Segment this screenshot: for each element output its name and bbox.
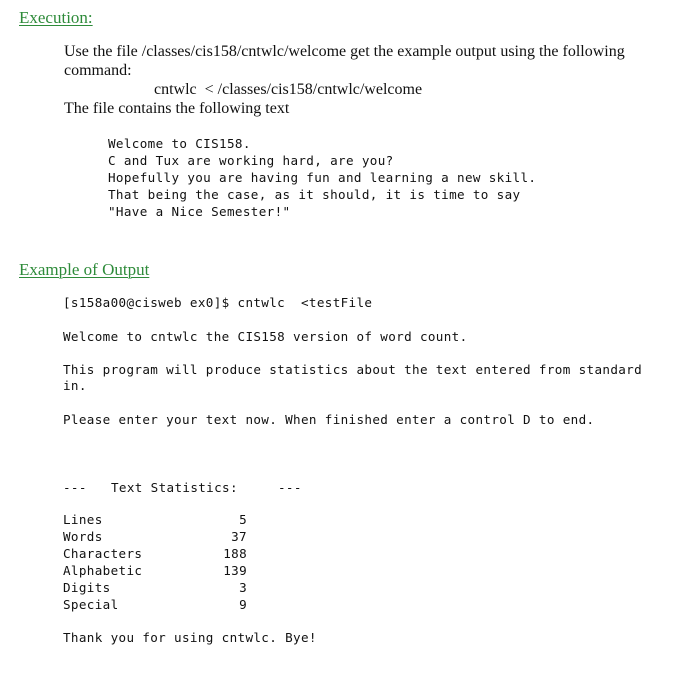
intro-line1: This program will produce statistics about the text entered from standard [63, 362, 643, 377]
enter-text-line: Please enter your text now. When finished enter a control D to end. [63, 412, 595, 427]
stat-label-words: Words [63, 529, 103, 544]
stat-label-special: Special [63, 597, 119, 612]
file-text-line: C and Tux are working hard, are you? [108, 153, 394, 168]
stat-value-digits: 3 [239, 580, 247, 595]
shell-prompt: [s158a00@cisweb ex0]$ cntwlc <testFile [63, 295, 373, 310]
file-text-line: Hopefully you are having fun and learning a new skill. [108, 170, 537, 185]
stat-label-digits: Digits [63, 580, 111, 595]
stats-header-title: Text Statistics: [111, 480, 238, 495]
stats-header-right: --- [278, 480, 302, 495]
file-intro: The file contains the following text [64, 100, 290, 117]
execution-heading: Execution: [19, 8, 93, 27]
stat-label-lines: Lines [63, 512, 103, 527]
stats-header-left: --- [63, 480, 87, 495]
stat-value-alphabetic: 139 [223, 563, 247, 578]
output-heading: Example of Output [19, 260, 150, 279]
goodbye-line: Thank you for using cntwlc. Bye! [63, 630, 317, 645]
file-text-line: Welcome to CIS158. [108, 136, 251, 151]
stat-value-special: 9 [239, 597, 247, 612]
stat-label-characters: Characters [63, 546, 143, 561]
welcome-line: Welcome to cntwlc the CIS158 version of word count. [63, 329, 468, 344]
stat-value-characters: 188 [223, 546, 247, 561]
execution-instruction-line2: command: [64, 62, 132, 79]
file-text-line: "Have a Nice Semester!" [108, 204, 291, 219]
stat-value-words: 37 [231, 529, 247, 544]
execution-command: cntwlc < /classes/cis158/cntwlc/welcome [154, 81, 423, 98]
stat-value-lines: 5 [239, 512, 247, 527]
stat-label-alphabetic: Alphabetic [63, 563, 143, 578]
execution-instruction-line1: Use the file /classes/cis158/cntwlc/welcome get the example output using the following [64, 43, 625, 60]
file-text-line: That being the case, as it should, it is time to say [108, 187, 521, 202]
intro-line2: in. [63, 378, 87, 393]
